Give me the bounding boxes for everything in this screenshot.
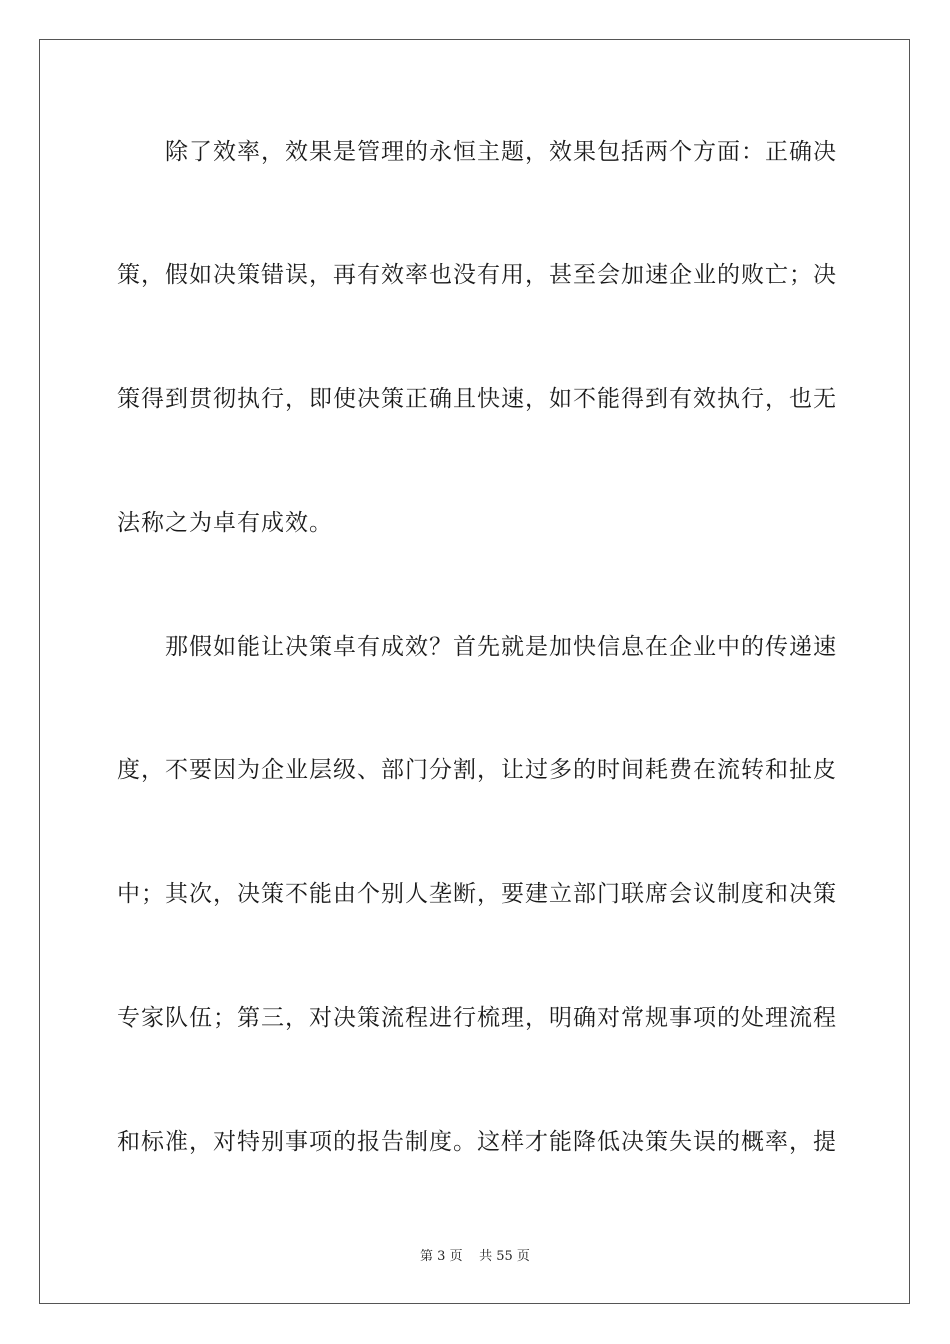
page-footer [0,1248,950,1266]
paragraph-line: 度，不要因为企业层级、部门分割，让过多的时间耗费在流转和扯皮 [117,757,837,783]
paragraph-line: 和标准，对特别事项的报告制度。这样才能降低决策失误的概率，提 [117,1129,837,1155]
paragraph-line: 那假如能让决策卓有成效？首先就是加快信息在企业中的传递速 [117,634,837,660]
paragraph-line: 法称之为卓有成效。 [117,510,333,536]
paragraph-line: 除了效率，效果是管理的永恒主题，效果包括两个方面：正确决 [117,139,837,165]
paragraph-line: 专家队伍；第三，对决策流程进行梳理，明确对常规事项的处理流程 [117,1005,837,1031]
paragraph-line: 策，假如决策错误，再有效率也没有用，甚至会加速企业的败亡；决 [117,262,837,288]
page-border [39,39,910,1304]
page-number: 第 3 页 [420,1249,463,1264]
paragraph-line: 策得到贯彻执行，即使决策正确且快速，如不能得到有效执行，也无 [117,386,837,412]
total-pages: 共 55 页 [479,1249,530,1264]
paragraph-line: 中；其次，决策不能由个别人垄断，要建立部门联席会议制度和决策 [117,881,837,907]
